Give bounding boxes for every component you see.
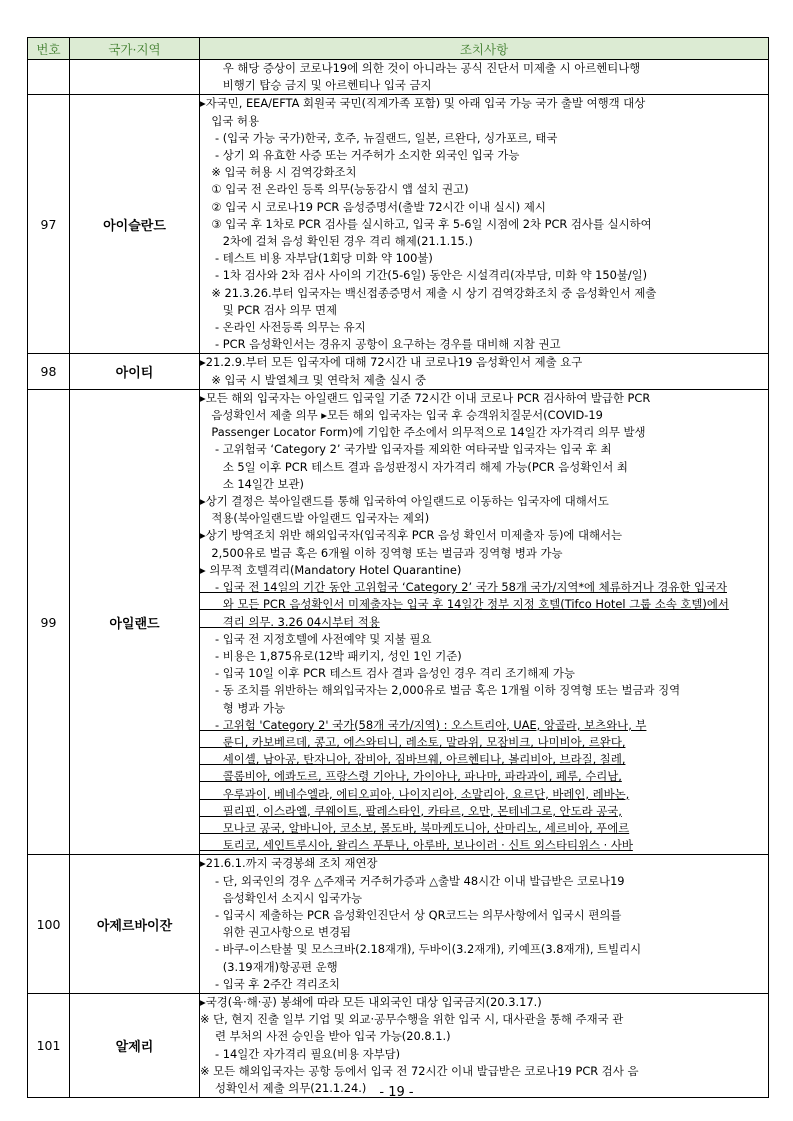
- measure-line: 련 부처의 사전 승인을 받아 입국 가능(20.8.1.): [200, 1029, 451, 1044]
- country-name: 아이슬란드: [70, 95, 200, 354]
- row-number: [28, 60, 70, 95]
- measure-line: ※ 모든 해외입국자는 공항 등에서 입국 전 72시간 이내 발급받은 코로나19 PCR 검사 음: [200, 1063, 639, 1078]
- measure-line: 소 5일 이후 PCR 테스트 결과 음성판정시 자가격리 해제 가능(PCR 음성확인서 최: [200, 459, 628, 474]
- measure-line: 위한 권고사항으로 변경됨: [200, 925, 352, 940]
- measure-line: 룬디, 카보베르데, 콩고, 에스와티니, 레소토, 말라위, 모잠비크, 나미비아, 르완다,: [200, 734, 626, 749]
- measure-line: ※ 입국 시 발열체크 및 연락처 제출 실시 중: [200, 372, 426, 387]
- measure-line: ※ 21.3.26.부터 입국자는 백신접종증명서 제출 시 상기 검역강화조치 중 음성확인서 제출: [200, 285, 657, 300]
- country-name: [70, 60, 200, 95]
- measure-line: 2,500유로 벌금 혹은 6개월 이하 징역형 또는 벌금과 징역형 병과 가능: [200, 545, 563, 560]
- measure-line: 모나코 공국, 알바니아, 코소보, 몰도바, 북마케도니아, 산마리노, 세르비아, 푸에르: [200, 820, 630, 835]
- measure-line: - 단, 외국인의 경우 △주재국 거주허가증과 △출발 48시간 이내 발급받은 코로나19: [200, 873, 625, 888]
- table-row: [28, 60, 769, 95]
- measure-line: ▸21.6.1.까지 국경봉쇄 조치 재연장: [200, 856, 378, 871]
- measures-cell: [200, 389, 769, 854]
- measure-line: - PCR 음성확인서는 경유지 공항이 요구하는 경우를 대비해 지참 권고: [200, 337, 561, 352]
- country-name: 아일랜드: [70, 389, 200, 854]
- measure-line: ▸ 의무적 호텔격리(Mandatory Hotel Quarantine): [200, 562, 462, 577]
- measure-line: - 14일간 자가격리 필요(비용 자부담): [200, 1046, 401, 1061]
- measure-line: 우 해당 증상이 코로나19에 의한 것이 아니라는 공식 진단서 미제출 시 아르헨티나행: [200, 61, 641, 75]
- row-number: 99: [28, 389, 70, 854]
- measure-line: - 테스트 비용 자부담(1회당 미화 약 100불): [200, 251, 433, 266]
- measure-line: 필리핀, 이스라엘, 쿠웨이트, 팔레스타인, 카타르, 오만, 몬테네그로, 안도라 공국,: [200, 803, 622, 818]
- row-number: 98: [28, 354, 70, 389]
- measures-cell: [200, 60, 769, 95]
- measure-line: 2차에 걸쳐 음성 확인된 경우 격리 해제(21.1.15.): [200, 234, 473, 249]
- country-name: 알제리: [70, 993, 200, 1097]
- measure-line: - 상기 외 유효한 사증 또는 거주허가 소지한 외국인 입국 가능: [200, 148, 520, 163]
- measure-line: ▸21.2.9.부터 모든 입국자에 대해 72시간 내 코로나19 음성확인서 제출 요구: [200, 355, 583, 370]
- table-header-row: [28, 38, 769, 60]
- measure-line: - 온라인 사전등록 의무는 유지: [200, 320, 366, 335]
- country-name: 아이티: [70, 354, 200, 389]
- header-country: 국가·지역: [70, 38, 200, 60]
- measure-line: - 입국 10일 이후 PCR 테스트 검사 결과 음성인 경우 격리 조기해제 가능: [200, 666, 575, 681]
- table-row: [28, 855, 769, 994]
- row-number: 97: [28, 95, 70, 354]
- measure-line: - (입국 가능 국가)한국, 호주, 뉴질랜드, 일본, 르완다, 싱가포르, 태국: [200, 130, 558, 145]
- measure-line: 토리코, 세인트루시아, 왈리스 푸투나, 아루바, 보나이러 · 신트 외스타티위스 · 사바: [200, 838, 633, 853]
- measure-line: 입국 허용: [200, 113, 260, 128]
- measure-line: 격리 의무. 3.26 04시부터 적용: [200, 614, 380, 629]
- measures-cell: [200, 855, 769, 994]
- measure-line: 비행기 탑승 금지 및 아르헨티나 입국 금지: [200, 78, 432, 93]
- measure-line: - 1차 검사와 2차 검사 사이의 기간(5-6일) 동안은 시설격리(자부담, 미화 약 150불/일): [200, 268, 648, 283]
- measures-cell: [200, 354, 769, 389]
- measure-line: - 바쿠-이스탄불 및 모스크바(2.18재개), 두바이(3.2재개), 키예프(3.8재개), 트빌리시: [200, 942, 642, 957]
- measure-line: Passenger Locator Form)에 기입한 주소에서 의무적으로 14일간 자가격리 의무 발생: [200, 425, 646, 440]
- measure-line: ① 입국 전 온라인 등록 의무(능동감시 앱 설치 권고): [200, 182, 469, 197]
- measure-line: 형 병과 가능: [200, 700, 286, 715]
- measure-line: 및 PCR 검사 의무 면제: [200, 302, 338, 317]
- row-number: 100: [28, 855, 70, 994]
- measure-line: - 동 조치를 위반하는 해외입국자는 2,000유로 벌금 혹은 1개월 이하 징역형 또는 벌금과 징역: [200, 683, 681, 698]
- measure-line: ▸국경(육·해·공) 봉쇄에 따라 모든 내외국인 대상 입국금지(20.3.17.): [200, 994, 542, 1009]
- measure-line: 성확인서 제출 의무(21.1.24.): [200, 1080, 367, 1095]
- header-num: 번호: [28, 38, 70, 60]
- measure-line: 우루과이, 베네수엘라, 에티오피아, 나이지리아, 소말리아, 요르단, 바레인, 레바논,: [200, 786, 630, 801]
- measure-line: 음성확인서 제출 의무 ▸모든 해외 입국자는 입국 후 승객위치질문서(COVID-19: [200, 408, 603, 423]
- measure-line: - 입국 후 2주간 격리조치: [200, 976, 340, 991]
- measure-line: - 고위험 'Category 2' 국가(58개 국가/지역) : 오스트리아, UAE, 앙골라, 보츠와나, 부: [200, 717, 647, 732]
- measure-line: 와 모든 PCR 음성확인서 미제출자는 입국 후 14일간 정부 지정 호텔(Tifco Hotel 그룹 소속 호텔)에서: [200, 597, 729, 612]
- measure-line: 소 14일간 보관): [200, 476, 304, 491]
- measures-cell: [200, 95, 769, 354]
- measure-line: 적용(북아일랜드발 아일랜드 입국자는 제외): [200, 511, 430, 526]
- row-number: 101: [28, 993, 70, 1097]
- measure-line: ▸상기 방역조치 위반 해외입국자(입국직후 PCR 음성 확인서 미제출자 등)에 대해서는: [200, 528, 623, 543]
- measure-line: - 입국 전 14일의 기간 동안 고위험국 ‘Category 2’ 국가 58개 국가/지역*에 체류하거나 경유한 입국자: [200, 580, 727, 595]
- measure-line: - 입국 전 지정호텔에 사전예약 및 지불 필요: [200, 631, 432, 646]
- table-row: [28, 389, 769, 854]
- measures-cell: [200, 993, 769, 1097]
- measure-line: 콜롬비아, 에콰도르, 프랑스령 기아나, 가이아나, 파나마, 파라과이, 페루, 수리남,: [200, 769, 622, 784]
- measures-table: [27, 37, 769, 1098]
- page-number: - 19 -: [379, 1085, 414, 1100]
- measure-line: ③ 입국 후 1차로 PCR 검사를 실시하고, 입국 후 5-6일 시점에 2차 PCR 검사를 실시하여: [200, 216, 652, 231]
- measure-line: - 고위험국 ‘Category 2’ 국가발 입국자를 제외한 여타국발 입국자는 입국 후 최: [200, 442, 612, 457]
- measure-line: ② 입국 시 코로나19 PCR 음성증명서(출발 72시간 이내 실시) 제시: [200, 199, 546, 214]
- header-measures: 조치사항: [200, 38, 769, 60]
- measure-line: - 비용은 1,875유로(12박 패키지, 성인 1인 기준): [200, 648, 462, 663]
- measure-line: 음성확인서 소지시 입국가능: [200, 890, 363, 905]
- measure-line: (3.19재개)항공편 운행: [200, 959, 338, 974]
- table-row: [28, 95, 769, 354]
- table-row: [28, 354, 769, 389]
- table-row: [28, 993, 769, 1097]
- measure-line: ▸자국민, EEA/EFTA 회원국 국민(직계가족 포함) 및 아래 입국 가능 국가 출발 여행객 대상: [200, 96, 646, 111]
- measure-line: ▸상기 결정은 북아일랜드를 통해 입국하여 아일랜드로 이동하는 입국자에 대해서도: [200, 494, 609, 509]
- country-name: 아제르바이잔: [70, 855, 200, 994]
- measure-line: ※ 단, 현지 진출 일부 기업 및 외교·공무수행을 위한 입국 시, 대사관을 통해 주재국 관: [200, 1012, 624, 1027]
- measure-line: 세이셸, 남아공, 탄자니아, 잠비아, 짐바브웨, 아르헨티나, 볼리비아, 브라질, 칠레,: [200, 752, 626, 767]
- measure-line: ※ 입국 허용 시 검역강화조치: [200, 165, 357, 180]
- measure-line: - 입국시 제출하는 PCR 음성확인진단서 상 QR코드는 의무사항에서 입국시 편의를: [200, 907, 622, 922]
- measure-line: ▸모든 해외 입국자는 아일랜드 입국일 기준 72시간 이내 코로나 PCR 검사하여 발급한 PCR: [200, 390, 651, 405]
